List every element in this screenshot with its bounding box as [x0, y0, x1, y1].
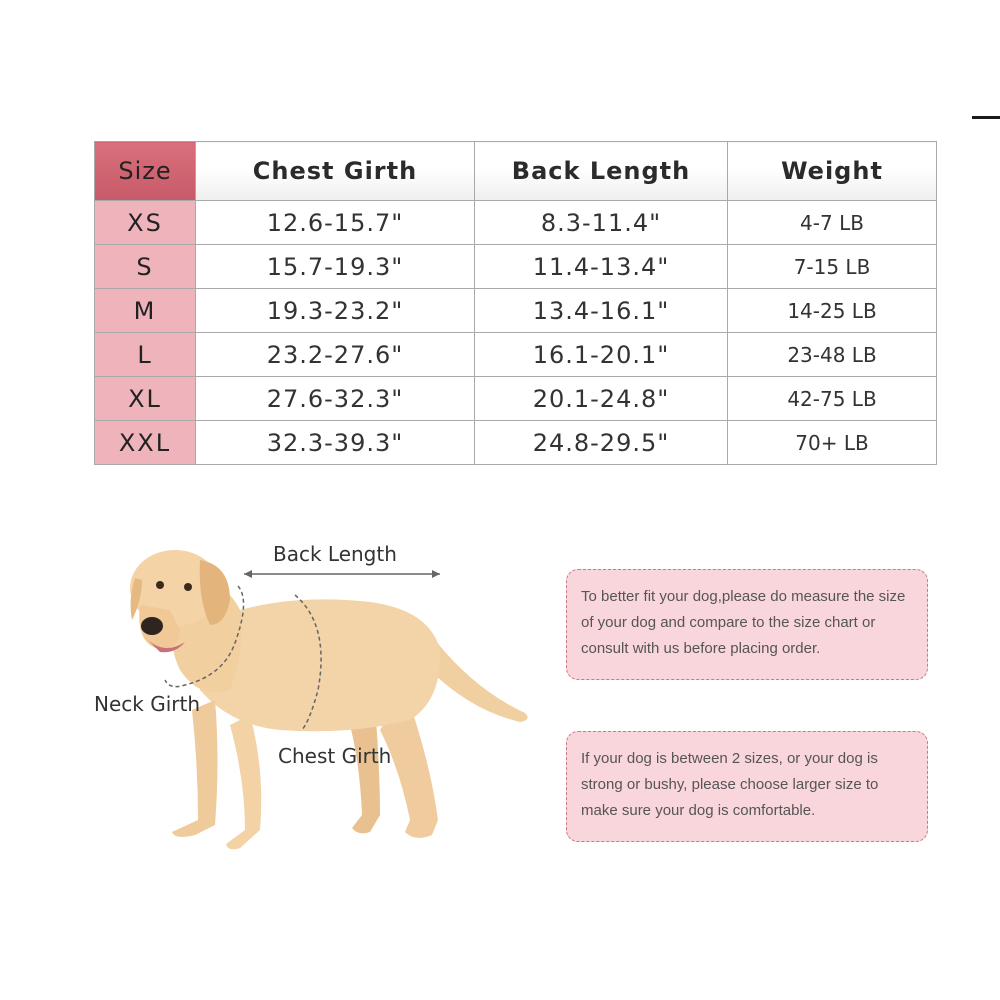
dog-eye — [184, 583, 192, 591]
table-row — [95, 333, 937, 377]
dog-nose — [141, 617, 163, 635]
back-length-cell: 24.8-29.5" — [475, 421, 728, 465]
chest-girth-cell: 23.2-27.6" — [196, 333, 475, 377]
size-tip-text: If your dog is between 2 sizes, or your dog is strong or bushy, please choose larger size to make sure your dog is comfortable. — [581, 750, 879, 819]
weight-cell: 7-15 LB — [728, 245, 937, 289]
table-header-row — [95, 142, 937, 201]
weight-cell: 42-75 LB — [728, 377, 937, 421]
header-chest-girth: Chest Girth — [196, 142, 475, 201]
dog-tail — [430, 640, 528, 722]
weight-cell: 4-7 LB — [728, 201, 937, 245]
size-cell: XS — [95, 201, 196, 245]
header-weight: Weight — [728, 142, 937, 201]
table-row — [95, 245, 937, 289]
back-length-cell: 8.3-11.4" — [475, 201, 728, 245]
table-row — [95, 377, 937, 421]
dog-measurement-diagram — [80, 530, 550, 890]
fit-tip-text: To better fit your dog,please do measure the size of your dog and compare to the size chart or consult with us before placing order. — [581, 588, 906, 657]
back-length-label: Back Length — [273, 542, 397, 566]
back-length-cell: 13.4-16.1" — [475, 289, 728, 333]
chest-girth-cell: 19.3-23.2" — [196, 289, 475, 333]
size-cell: XXL — [95, 421, 196, 465]
table-row — [95, 421, 937, 465]
table-row — [95, 289, 937, 333]
corner-divider — [972, 116, 1000, 119]
fit-tip-note — [566, 569, 928, 680]
weight-cell: 70+ LB — [728, 421, 937, 465]
size-cell: S — [95, 245, 196, 289]
chest-girth-cell: 12.6-15.7" — [196, 201, 475, 245]
size-cell: M — [95, 289, 196, 333]
dog-front-leg-near — [226, 715, 261, 849]
table-row — [95, 201, 937, 245]
back-length-cell: 11.4-13.4" — [475, 245, 728, 289]
back-length-cell: 20.1-24.8" — [475, 377, 728, 421]
header-size: Size — [95, 142, 196, 201]
size-chart-table — [94, 141, 937, 465]
chest-girth-cell: 32.3-39.3" — [196, 421, 475, 465]
arrow-head-icon — [432, 570, 440, 578]
back-length-cell: 16.1-20.1" — [475, 333, 728, 377]
dog-eye — [156, 581, 164, 589]
weight-cell: 14-25 LB — [728, 289, 937, 333]
header-back-length: Back Length — [475, 142, 728, 201]
neck-girth-label: Neck Girth — [94, 692, 200, 716]
size-cell: XL — [95, 377, 196, 421]
arrow-head-icon — [244, 570, 252, 578]
chest-girth-cell: 27.6-32.3" — [196, 377, 475, 421]
size-tip-note — [566, 731, 928, 842]
chest-girth-label: Chest Girth — [278, 744, 392, 768]
size-cell: L — [95, 333, 196, 377]
weight-cell: 23-48 LB — [728, 333, 937, 377]
chest-girth-cell: 15.7-19.3" — [196, 245, 475, 289]
dog-front-leg — [172, 700, 218, 837]
